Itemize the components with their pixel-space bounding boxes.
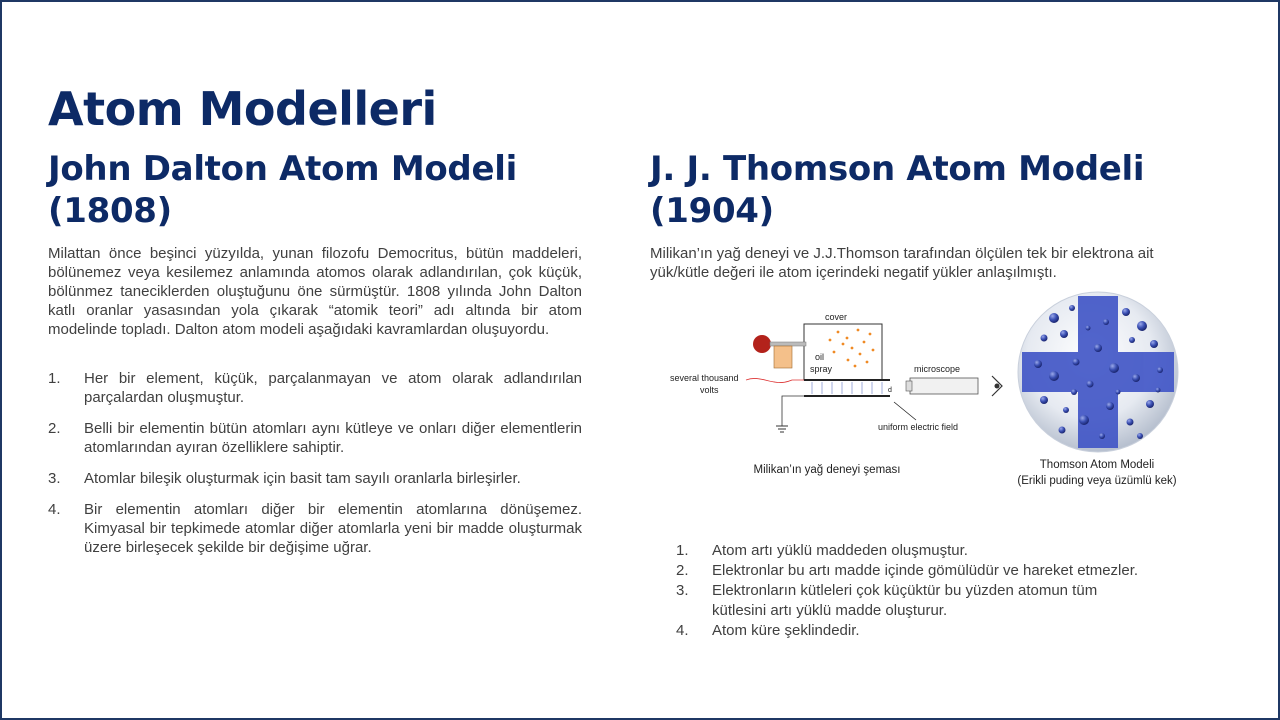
sprayer-reservoir <box>774 346 792 368</box>
list-text: Elektronlar bu artı madde içinde gömülüdür ve hareket etmezler. <box>712 562 1139 579</box>
thomson-caption <box>992 457 1202 489</box>
distance-label: d <box>888 387 892 394</box>
field-label: uniform electric field <box>878 422 959 432</box>
list-number: 2. <box>48 420 61 437</box>
list-item <box>676 621 1196 641</box>
millikan-diagram <box>662 302 1012 442</box>
microscope-label: microscope <box>914 364 961 374</box>
thomson-heading-line1: J. J. Thomson Atom Modeli <box>650 149 1145 189</box>
list-item <box>676 541 1196 561</box>
spray-label: spray <box>810 364 833 374</box>
dalton-list <box>48 369 582 557</box>
voltage-label-line1: several thousand <box>670 373 739 383</box>
thomson-caption-line1: Thomson Atom Modeli <box>1039 459 1155 471</box>
dalton-heading <box>48 148 517 232</box>
list-item <box>48 419 582 457</box>
list-text: Her bir element, küçük, parçalanmayan ve atom olarak adlandırılan parçalardan oluşmuştur. <box>84 370 582 406</box>
list-item <box>48 369 582 407</box>
dalton-heading-line1: John Dalton Atom Modeli <box>48 149 517 189</box>
field-lines <box>812 382 882 394</box>
oil-droplets <box>829 329 875 368</box>
cover-label: cover <box>825 312 848 322</box>
list-number: 1. <box>676 542 689 559</box>
list-text: Atomlar bileşik oluşturmak için basit tam sayılı oranlarla birleşirler. <box>84 470 521 487</box>
voltage-label-line2: volts <box>700 385 719 395</box>
field-arrow <box>894 402 916 420</box>
list-number: 4. <box>48 501 61 518</box>
list-item <box>48 469 582 488</box>
dalton-heading-line2: (1808) <box>48 191 172 231</box>
list-text: Atom artı yüklü maddeden oluşmuştur. <box>712 542 968 559</box>
thomson-paragraph: Milikan’ın yağ deneyi ve J.J.Thomson tarafından ölçülen tek bir elektrona ait yük/kütle değeri ile atom içerindeki negatif yükler anlaşılmıştı. <box>650 245 1154 281</box>
list-number: 2. <box>676 562 689 579</box>
microscope-tube <box>910 378 978 394</box>
list-text: Belli bir elementin bütün atomları aynı kütleye ve onları diğer elementlerin atomlarından ayıran özelliklere sahiptir. <box>84 420 582 456</box>
list-item <box>676 581 1196 621</box>
list-text: Bir elementin atomları diğer bir elementin atomlarına dönüşemez. Kimyasal bir tepkimede atomlar diğer atomlarla yeni bir madde oluşturmak üzere birleşecek şekilde bir değişime uğrar. <box>84 501 582 556</box>
list-number: 1. <box>48 370 61 387</box>
list-number: 3. <box>48 470 61 487</box>
thomson-heading <box>650 148 1144 232</box>
list-item <box>676 561 1196 581</box>
high-voltage-wire <box>746 378 804 382</box>
list-text: Elektronların kütleleri çok küçüktür bu yüzden atomun tüm kütlesini artı yüklü madde oluşturur. <box>712 582 1098 619</box>
thomson-list <box>676 541 1196 641</box>
list-text: Atom küre şeklindedir. <box>712 622 860 639</box>
list-item <box>48 500 582 557</box>
sprayer-tube <box>770 342 806 346</box>
thomson-caption-line2: (Erikli puding veya üzümlü kek) <box>1017 475 1177 487</box>
oil-label: oil <box>815 352 825 362</box>
list-number: 3. <box>676 582 689 599</box>
slide-title: Atom Modelleri <box>48 82 437 136</box>
sprayer-bulb <box>753 335 771 353</box>
dalton-paragraph: Milattan önce beşinci yüzyılda, yunan filozofu Democritus, bütün maddeleri, bölünemez veya kesilemez anlamında atomos olarak adlandırılan, çok küçük, bölünmez taneciklerden oluştuğunu öne sürmüştür. 1808 yılında John Dalton katlı oranlar yasasından yola çıkarak “atomik teori” adı altında bir atom modelinde topladı. Dalton atom modeli aşağıdaki kavramlardan oluşuyordu. <box>48 245 582 338</box>
thomson-atom-illustration <box>1014 288 1182 456</box>
list-number: 4. <box>676 622 689 639</box>
millikan-caption: Milikan’ın yağ deneyi şeması <box>753 464 901 476</box>
ground-wire <box>782 396 804 426</box>
thomson-heading-line2: (1904) <box>650 191 774 231</box>
